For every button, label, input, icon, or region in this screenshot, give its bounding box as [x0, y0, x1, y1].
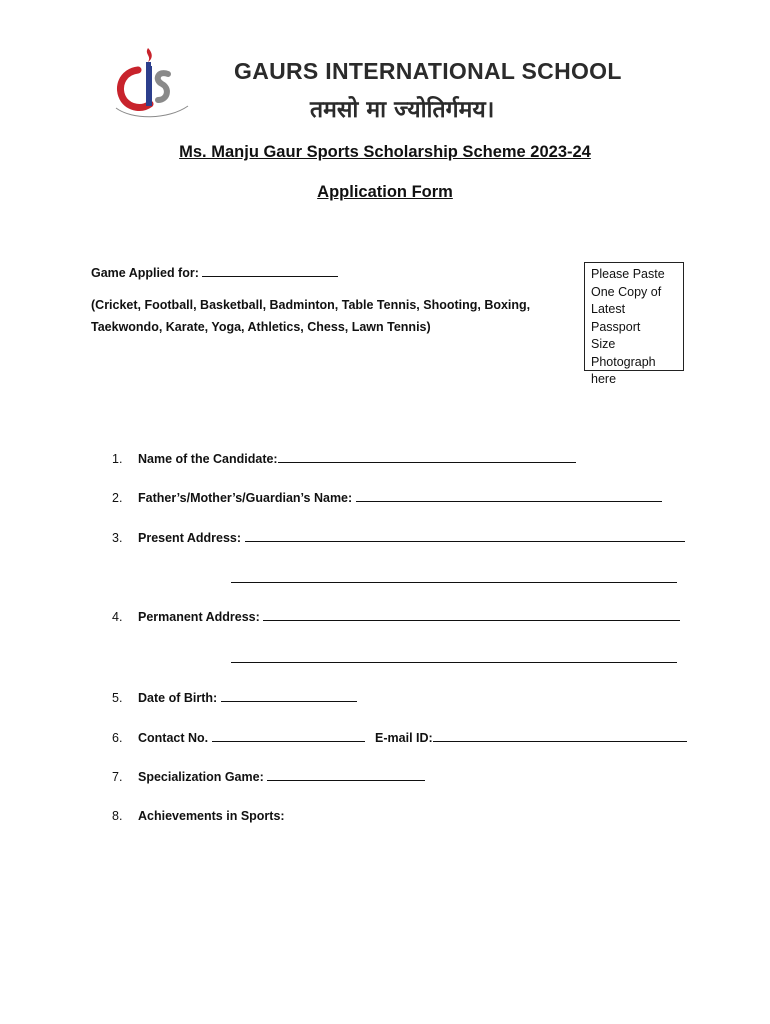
field-permanent-address	[112, 609, 680, 624]
field-label: Permanent Address:	[138, 610, 260, 624]
photo-box	[584, 262, 684, 386]
field-date-of-birth	[112, 690, 357, 705]
specialization-game-blank[interactable]	[267, 769, 425, 781]
permanent-address-blank-2[interactable]	[231, 651, 677, 663]
photo-box-line: Photograph	[591, 354, 656, 369]
scheme-title: Ms. Manju Gaur Sports Scholarship Scheme 2023-24	[179, 143, 591, 161]
field-present-address	[112, 530, 685, 545]
field-label: Present Address:	[138, 531, 242, 545]
permanent-address-blank-1[interactable]	[263, 609, 680, 621]
email-label: E-mail ID:	[375, 731, 433, 745]
school-motto: तमसो मा ज्योतिर्गमय।	[310, 97, 495, 123]
present-address-blank-1[interactable]	[245, 530, 685, 542]
field-number: 3.	[112, 531, 123, 545]
field-specialization-game	[112, 769, 425, 784]
game-applied-blank[interactable]	[202, 265, 338, 277]
field-label: Contact No.	[138, 731, 209, 745]
game-options-note-line2: Taekwondo, Karate, Yoga, Athletics, Chess, Lawn Tennis)	[91, 320, 431, 334]
field-number: 1.	[112, 452, 123, 466]
field-label: Specialization Game:	[138, 770, 264, 784]
game-options-note-line1: (Cricket, Football, Basketball, Badminton, Table Tennis, Shooting, Boxing,	[91, 298, 531, 312]
photo-box-line: One Copy of	[591, 284, 662, 299]
field-label: Date of Birth:	[138, 691, 218, 705]
field-label: Achievements in Sports:	[138, 809, 285, 823]
field-number: 6.	[112, 731, 123, 745]
date-of-birth-blank[interactable]	[221, 690, 357, 702]
contact-number-blank[interactable]	[212, 730, 365, 742]
game-applied-row	[91, 265, 338, 280]
school-name: GAURS INTERNATIONAL SCHOOL	[234, 58, 622, 84]
game-applied-label: Game Applied for:	[91, 266, 199, 280]
field-candidate-name	[112, 451, 576, 466]
photo-box-line: Please Paste	[591, 267, 665, 281]
photo-box-line: Size	[591, 337, 616, 351]
guardian-name-blank[interactable]	[356, 490, 662, 502]
field-contact	[112, 730, 687, 745]
field-achievements	[112, 809, 285, 823]
field-number: 2.	[112, 491, 123, 505]
field-number: 5.	[112, 691, 123, 705]
school-logo-icon	[108, 44, 196, 122]
present-address-blank-2[interactable]	[231, 571, 677, 583]
field-number: 8.	[112, 809, 123, 823]
field-label: Name of the Candidate:	[138, 452, 278, 466]
email-blank[interactable]	[433, 730, 687, 742]
field-number: 4.	[112, 610, 123, 624]
form-title: Application Form	[317, 183, 453, 201]
candidate-name-blank[interactable]	[278, 451, 576, 463]
field-guardian-name	[112, 490, 662, 505]
field-number: 7.	[112, 770, 123, 784]
photo-box-line: Latest Passport	[591, 302, 641, 334]
photo-box-line: here	[591, 372, 617, 386]
field-label: Father’s/Mother’s/Guardian’s Name:	[138, 491, 353, 505]
